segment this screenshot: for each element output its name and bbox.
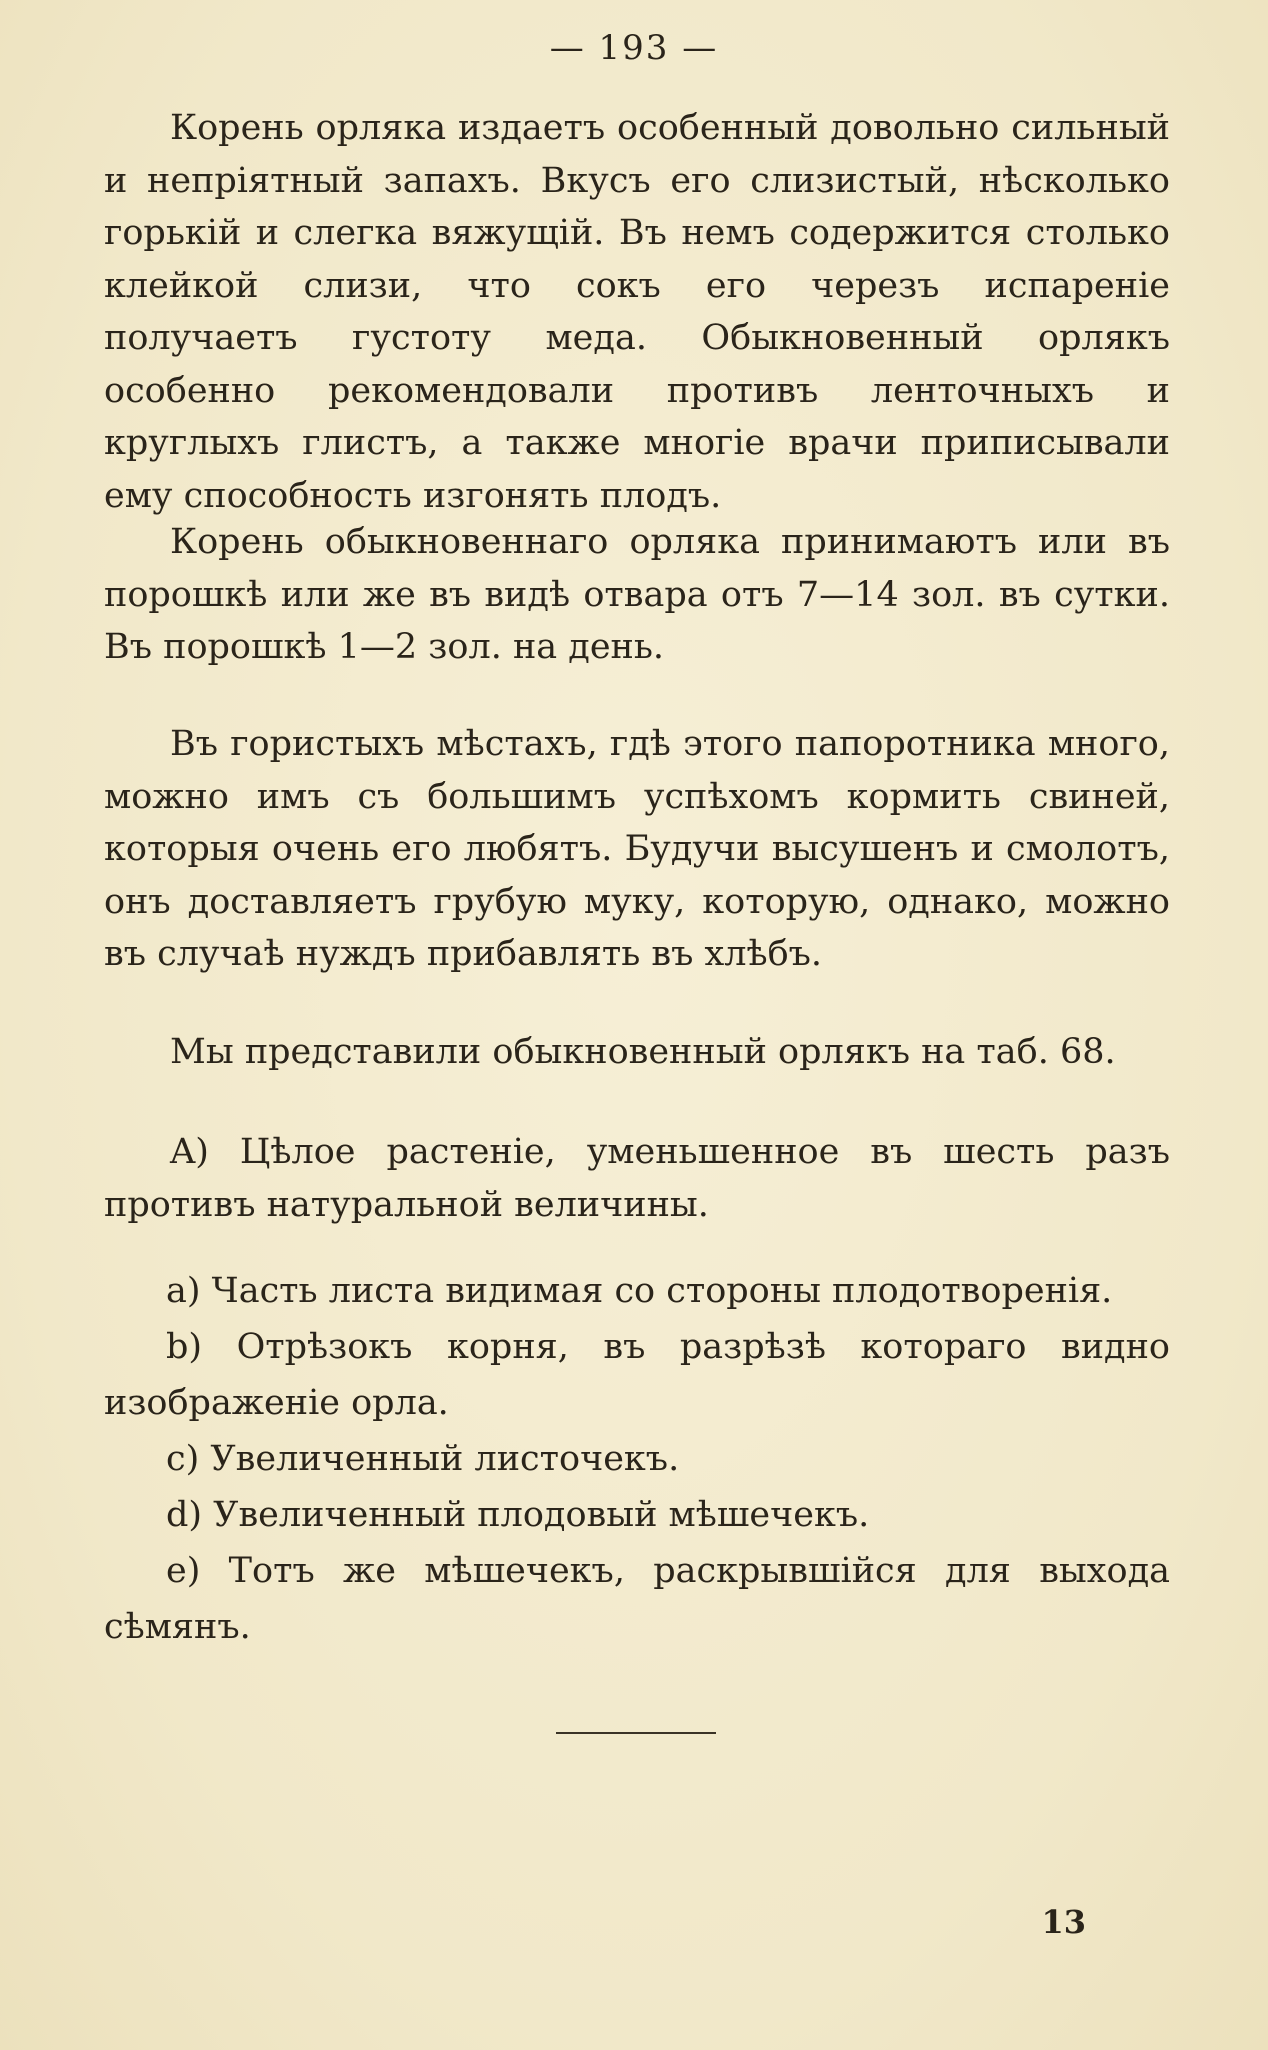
paragraph-text: Мы представили обыкновенный орлякъ на таб. 68. — [170, 1032, 1116, 1072]
paragraph-plate-reference — [104, 1026, 1170, 1079]
paragraph-text: Корень орляка издаетъ особенный довольно сильный и непріятный запахъ. Вкусъ его слизистый, нѣсколько горькій и слегка вяжущій. Въ немъ содержится столько клейкой слизи, что сокъ его черезъ испареніе получаетъ густоту меда. Обыкновенный орлякъ особенно рекомендовали противъ ленточныхъ и круглыхъ глистъ, а также многіе врачи приписывали ему способность изгонять плодъ. — [104, 108, 1170, 516]
legend-item-b: b) Отрѣзокъ корня, въ разрѣзѣ котораго видно изображеніе орла. — [104, 1327, 1170, 1423]
figure-legend-list — [104, 1263, 1170, 1655]
paragraph-feeding — [104, 718, 1170, 981]
closing-rule — [556, 1732, 716, 1734]
paragraph-text: Корень обыкновеннаго орляка принимаютъ или въ порошкѣ или же въ видѣ отвара отъ 7—14 зол. въ сутки. Въ порошкѣ 1—2 зол. на день. — [104, 522, 1170, 667]
page-number-header: — 193 — — [549, 28, 719, 68]
legend-item-a: a) Часть листа видимая со стороны плодотворенія. — [166, 1271, 1113, 1311]
paragraph-text: Въ гористыхъ мѣстахъ, гдѣ этого папоротника много, можно имъ съ большимъ успѣхомъ кормить свиней, которыя очень его любятъ. Будучи высушенъ и смолотъ, онъ доставляетъ грубую муку, которую, однако, можно въ случаѣ нуждъ прибавлять въ хлѣбъ. — [104, 724, 1170, 974]
legend-item-c: c) Увеличенный листочекъ. — [166, 1439, 680, 1479]
printer-signature-mark: 13 — [1041, 1903, 1086, 1941]
paragraph-odor-taste — [104, 102, 1170, 522]
paragraph-text: A) Цѣлое растеніе, уменьшенное въ шесть разъ противъ натуральной величины. — [104, 1132, 1170, 1225]
paragraph-dosage — [104, 516, 1170, 674]
legend-item-d: d) Увеличенный плодовый мѣшечекъ. — [166, 1495, 870, 1535]
paragraph-figure-a — [104, 1126, 1170, 1231]
legend-item-e: e) Тотъ же мѣшечекъ, раскрывшійся для выхода сѣмянъ. — [104, 1551, 1170, 1647]
